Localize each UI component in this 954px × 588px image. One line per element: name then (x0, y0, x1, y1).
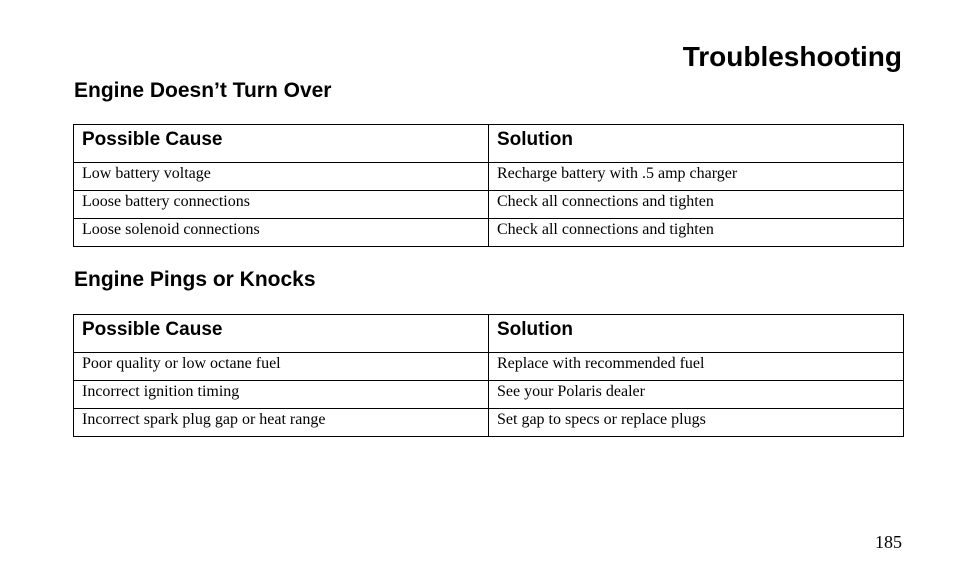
table-row (74, 353, 904, 381)
cause-cell: Loose battery connections (74, 191, 489, 219)
solution-cell: Recharge battery with .5 amp charger (489, 163, 904, 191)
cause-cell: Low battery voltage (74, 163, 489, 191)
table-header-row (74, 125, 904, 163)
table-header-row (74, 315, 904, 353)
cause-cell: Poor quality or low octane fuel (74, 353, 489, 381)
troubleshooting-table-engine-pings-or-knocks (73, 314, 904, 437)
solution-cell: See your Polaris dealer (489, 381, 904, 409)
table-row (74, 219, 904, 247)
header-possible-cause: Possible Cause (74, 125, 489, 163)
header-possible-cause: Possible Cause (74, 315, 489, 353)
solution-cell: Check all connections and tighten (489, 219, 904, 247)
header-solution: Solution (489, 315, 904, 353)
cause-cell: Incorrect spark plug gap or heat range (74, 409, 489, 437)
table-row (74, 191, 904, 219)
solution-cell: Check all connections and tighten (489, 191, 904, 219)
section-title-engine-doesnt-turn-over: Engine Doesn’t Turn Over (74, 79, 332, 102)
page-number: 185 (875, 532, 902, 552)
section-title-engine-pings-or-knocks: Engine Pings or Knocks (74, 268, 316, 291)
header-solution: Solution (489, 125, 904, 163)
cause-cell: Loose solenoid connections (74, 219, 489, 247)
page-title: Troubleshooting (682, 41, 902, 72)
table-row (74, 409, 904, 437)
solution-cell: Set gap to specs or replace plugs (489, 409, 904, 437)
table-row (74, 163, 904, 191)
solution-cell: Replace with recommended fuel (489, 353, 904, 381)
troubleshooting-table-engine-doesnt-turn-over (73, 124, 904, 247)
table-row (74, 381, 904, 409)
cause-cell: Incorrect ignition timing (74, 381, 489, 409)
